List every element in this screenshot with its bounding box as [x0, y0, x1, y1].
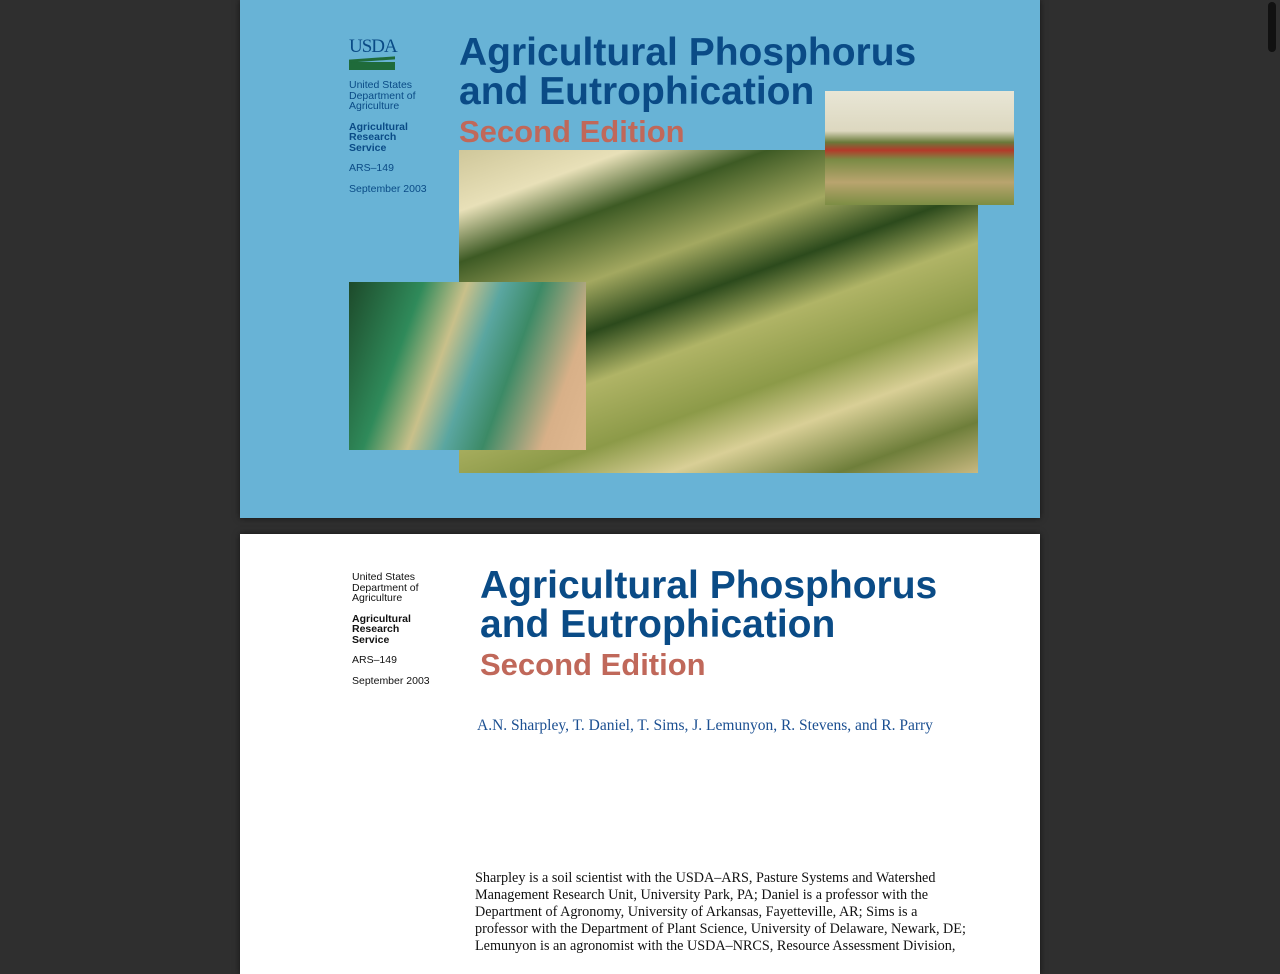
usda-logo: USDA: [349, 38, 395, 71]
publication-date: September 2003: [349, 182, 427, 195]
bio-line: Sharpley is a soil scientist with the USDA–ARS, Pasture Systems and Watershed: [475, 870, 936, 886]
agency-line: Agriculture: [349, 100, 400, 112]
bio-line: professor with the Department of Plant Science, University of Delaware, Newark, DE;: [475, 921, 966, 937]
service-line: Research: [349, 131, 397, 143]
publication-date: September 2003: [352, 674, 430, 687]
report-number: ARS–149: [352, 654, 397, 666]
service-line: Agricultural: [352, 612, 411, 625]
agency-line: United States: [349, 79, 413, 91]
pdf-page-title: [240, 534, 1040, 974]
farm-barn-photo: [825, 91, 1014, 205]
cover-edition: Second Edition: [459, 114, 685, 149]
bio-line: Department of Agronomy, University of Arkansas, Fayetteville, AR; Sims is a: [475, 904, 918, 920]
service-line: Service: [352, 633, 390, 646]
cover-sidebar: [349, 80, 427, 204]
agency-line: Agriculture: [352, 592, 403, 604]
title-line: Agricultural Phosphorus: [480, 564, 938, 607]
title-line: and Eutrophication: [459, 70, 815, 113]
report-number: ARS–149: [349, 162, 394, 174]
service-line: Agricultural: [349, 120, 408, 133]
title-line: Agricultural Phosphorus: [459, 31, 917, 74]
agency-line: Department of: [349, 89, 416, 102]
author-bios: [475, 870, 995, 955]
agency-line: United States: [352, 571, 416, 583]
pdf-page-cover: [240, 0, 1040, 518]
vertical-scrollbar-thumb[interactable]: [1268, 2, 1276, 52]
bio-line: Lemunyon is an agronomist with the USDA–NRCS, Resource Assessment Division,: [475, 938, 956, 954]
authors: A.N. Sharpley, T. Daniel, T. Sims, J. Lemunyon, R. Stevens, and R. Parry: [477, 717, 933, 734]
agency-line: Department of: [352, 581, 419, 594]
service-line: Service: [349, 141, 387, 154]
title-sidebar: [352, 572, 430, 696]
edition: Second Edition: [480, 647, 706, 682]
service-line: Research: [352, 623, 400, 635]
page-title: [480, 566, 937, 644]
title-line: and Eutrophication: [480, 603, 836, 646]
river-forest-photo: [349, 282, 586, 450]
bio-line: Management Research Unit, University Park, PA; Daniel is a professor with the: [475, 887, 928, 903]
